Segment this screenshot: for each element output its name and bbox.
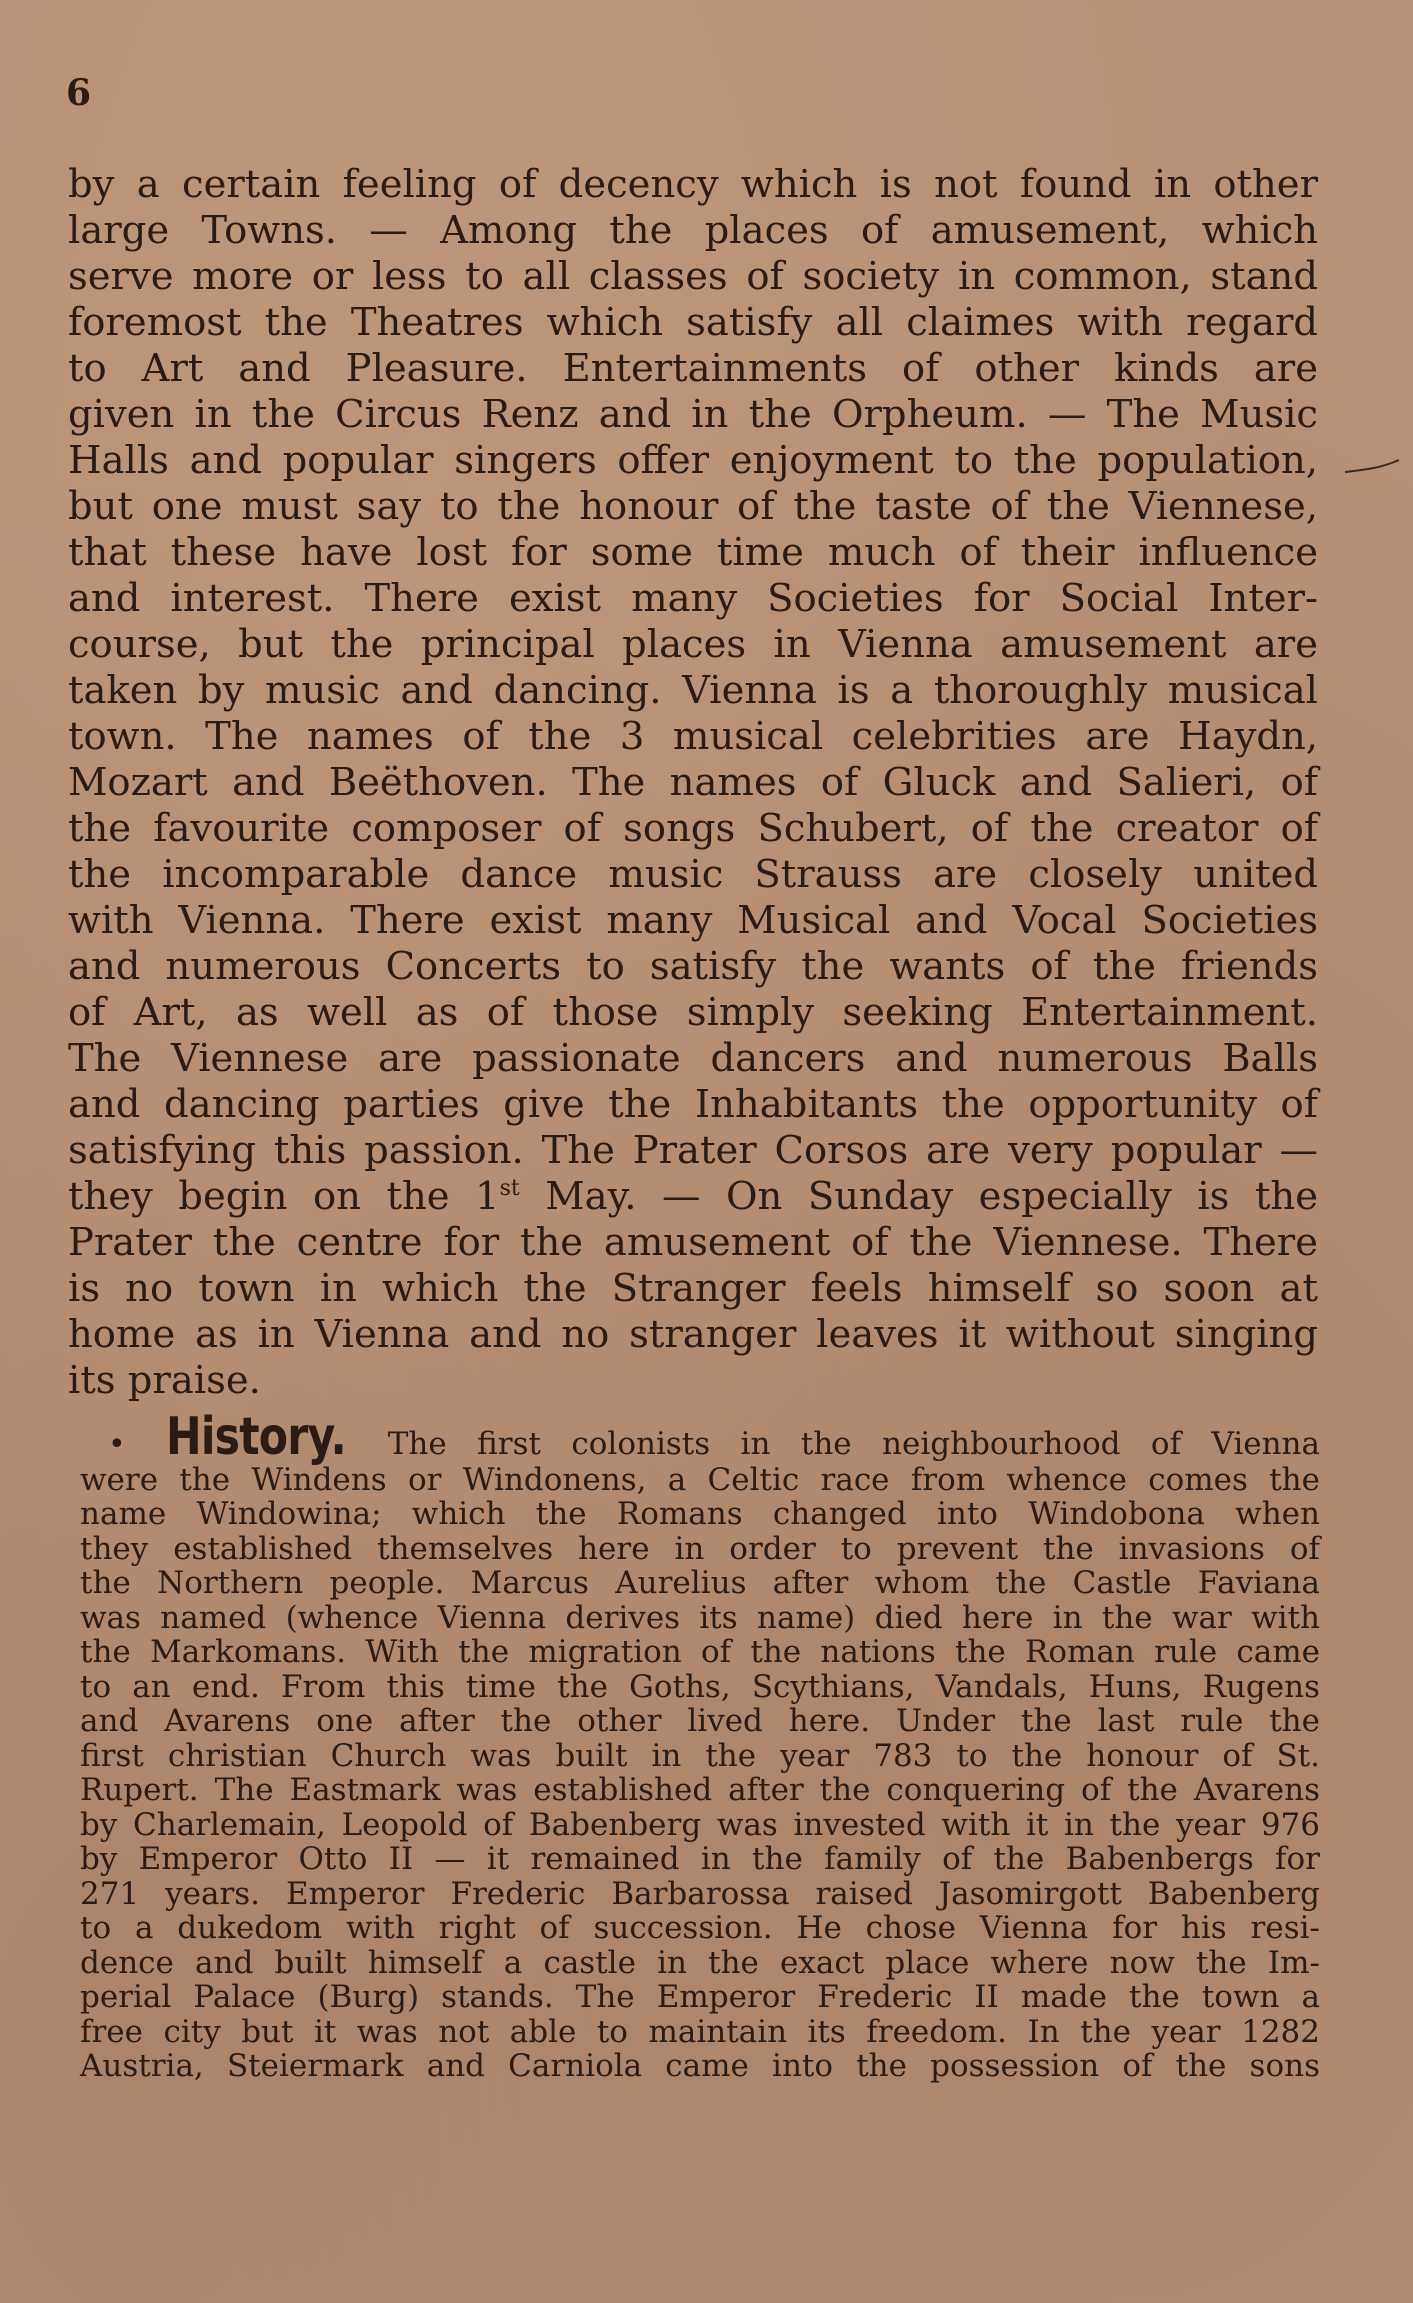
history-section bbox=[80, 1407, 1320, 2084]
pencil-mark-icon bbox=[1343, 456, 1401, 486]
text-line: to a dukedom with right of succession. He chose Vienna for his resi- bbox=[80, 1910, 1320, 1946]
text-line: satisfying this passion. The Prater Corsos are very popular — bbox=[68, 1128, 1318, 1173]
text-line: dence and built himself a castle in the exact place where now the Im- bbox=[80, 1944, 1320, 1981]
text-line: the favourite composer of songs Schubert, of the creator of bbox=[68, 806, 1318, 851]
text-line: the Northern people. Marcus Aurelius after whom the Castle Faviana bbox=[80, 1565, 1320, 1601]
text-line: home as in Vienna and no stranger leaves it without singing bbox=[68, 1312, 1318, 1357]
text-line: and numerous Concerts to satisfy the wants of the friends bbox=[68, 944, 1318, 989]
text-line: Mozart and Beëthoven. The names of Gluck and Salieri, of bbox=[68, 760, 1318, 805]
text-line: name Windowina; which the Romans changed into Windobona when bbox=[80, 1496, 1320, 1532]
history-first-line bbox=[80, 1407, 1320, 1467]
page-number: 6 bbox=[66, 72, 92, 114]
text-line: given in the Circus Renz and in the Orpheum. — The Music bbox=[68, 392, 1318, 437]
section-heading: History. bbox=[165, 1407, 346, 1467]
text-line: was named (whence Vienna derives its name) died here in the war with bbox=[80, 1599, 1320, 1636]
ordinal-superscript: st bbox=[499, 1176, 520, 1202]
text-line: and Avarens one after the other lived here. Under the last rule the bbox=[80, 1703, 1320, 1739]
text-line: perial Palace (Burg) stands. The Emperor Frederic II made the town a bbox=[80, 1979, 1320, 2015]
text-line: serve more or less to all classes of society in common, stand bbox=[68, 254, 1318, 299]
text-line: Prater the centre for the amusement of the Viennese. There bbox=[68, 1220, 1318, 1265]
bullet-icon: • bbox=[108, 1427, 126, 1462]
text-line: course, but the principal places in Vienna amusement are bbox=[68, 622, 1318, 667]
text-line: were the Windens or Windonens, a Celtic race from whence comes the bbox=[80, 1461, 1320, 1498]
text-line: The first colonists in the neighbourhood of Vienna bbox=[387, 1426, 1320, 1462]
text-line-with-superscript bbox=[68, 1174, 1318, 1220]
text-line: first christian Church was built in the year 783 to the honour of St. bbox=[80, 1737, 1320, 1774]
text-line: and interest. There exist many Societies for Social Inter- bbox=[68, 576, 1318, 621]
text-line: by a certain feeling of decency which is not found in other bbox=[68, 162, 1318, 207]
body-paragraph bbox=[68, 162, 1318, 1404]
text-line: Rupert. The Eastmark was established after the conquering of the Avarens bbox=[80, 1772, 1320, 1808]
text-line: of Art, as well as of those simply seeking Entertainment. bbox=[68, 990, 1318, 1035]
text-line: to Art and Pleasure. Entertainments of other kinds are bbox=[68, 346, 1318, 391]
text-line: is no town in which the Stranger feels himself so soon at bbox=[68, 1266, 1318, 1311]
text-line: by Emperor Otto II — it remained in the family of the Babenbergs for bbox=[80, 1841, 1320, 1877]
text-line: but one must say to the honour of the taste of the Viennese, bbox=[68, 484, 1318, 529]
text-line: Halls and popular singers offer enjoyment to the population, bbox=[68, 438, 1318, 483]
text-line: large Towns. — Among the places of amusement, which bbox=[68, 208, 1318, 253]
text-segment: they begin on the 1 bbox=[68, 1174, 500, 1219]
text-segment: May. — On Sunday especially is the bbox=[519, 1174, 1319, 1219]
text-line: they established themselves here in order to prevent the invasions of bbox=[80, 1530, 1320, 1567]
text-line: town. The names of the 3 musical celebrities are Haydn, bbox=[68, 714, 1318, 759]
text-line: its praise. bbox=[68, 1358, 261, 1403]
text-line: the Markomans. With the migration of the nations the Roman rule came bbox=[80, 1634, 1320, 1670]
text-line: by Charlemain, Leopold of Babenberg was invested with it in the year 976 bbox=[80, 1806, 1320, 1843]
text-line: taken by music and dancing. Vienna is a thoroughly musical bbox=[68, 668, 1318, 713]
text-line: foremost the Theatres which satisfy all claimes with regard bbox=[68, 300, 1318, 345]
text-line: that these have lost for some time much of their influence bbox=[68, 530, 1318, 575]
text-line: 271 years. Emperor Frederic Barbarossa raised Jasomirgott Babenberg bbox=[80, 1875, 1320, 1912]
text-line: to an end. From this time the Goths, Scythians, Vandals, Huns, Rugens bbox=[80, 1668, 1320, 1705]
text-line: the incomparable dance music Strauss are closely united bbox=[68, 852, 1318, 897]
text-line: The Viennese are passionate dancers and numerous Balls bbox=[68, 1036, 1318, 1081]
text-line: free city but it was not able to maintain its freedom. In the year 1282 bbox=[80, 2013, 1320, 2050]
text-line: Austria, Steiermark and Carniola came into the possession of the sons bbox=[80, 2048, 1320, 2084]
text-line: and dancing parties give the Inhabitants the opportunity of bbox=[68, 1082, 1318, 1127]
text-line: with Vienna. There exist many Musical and Vocal Societies bbox=[68, 898, 1318, 943]
